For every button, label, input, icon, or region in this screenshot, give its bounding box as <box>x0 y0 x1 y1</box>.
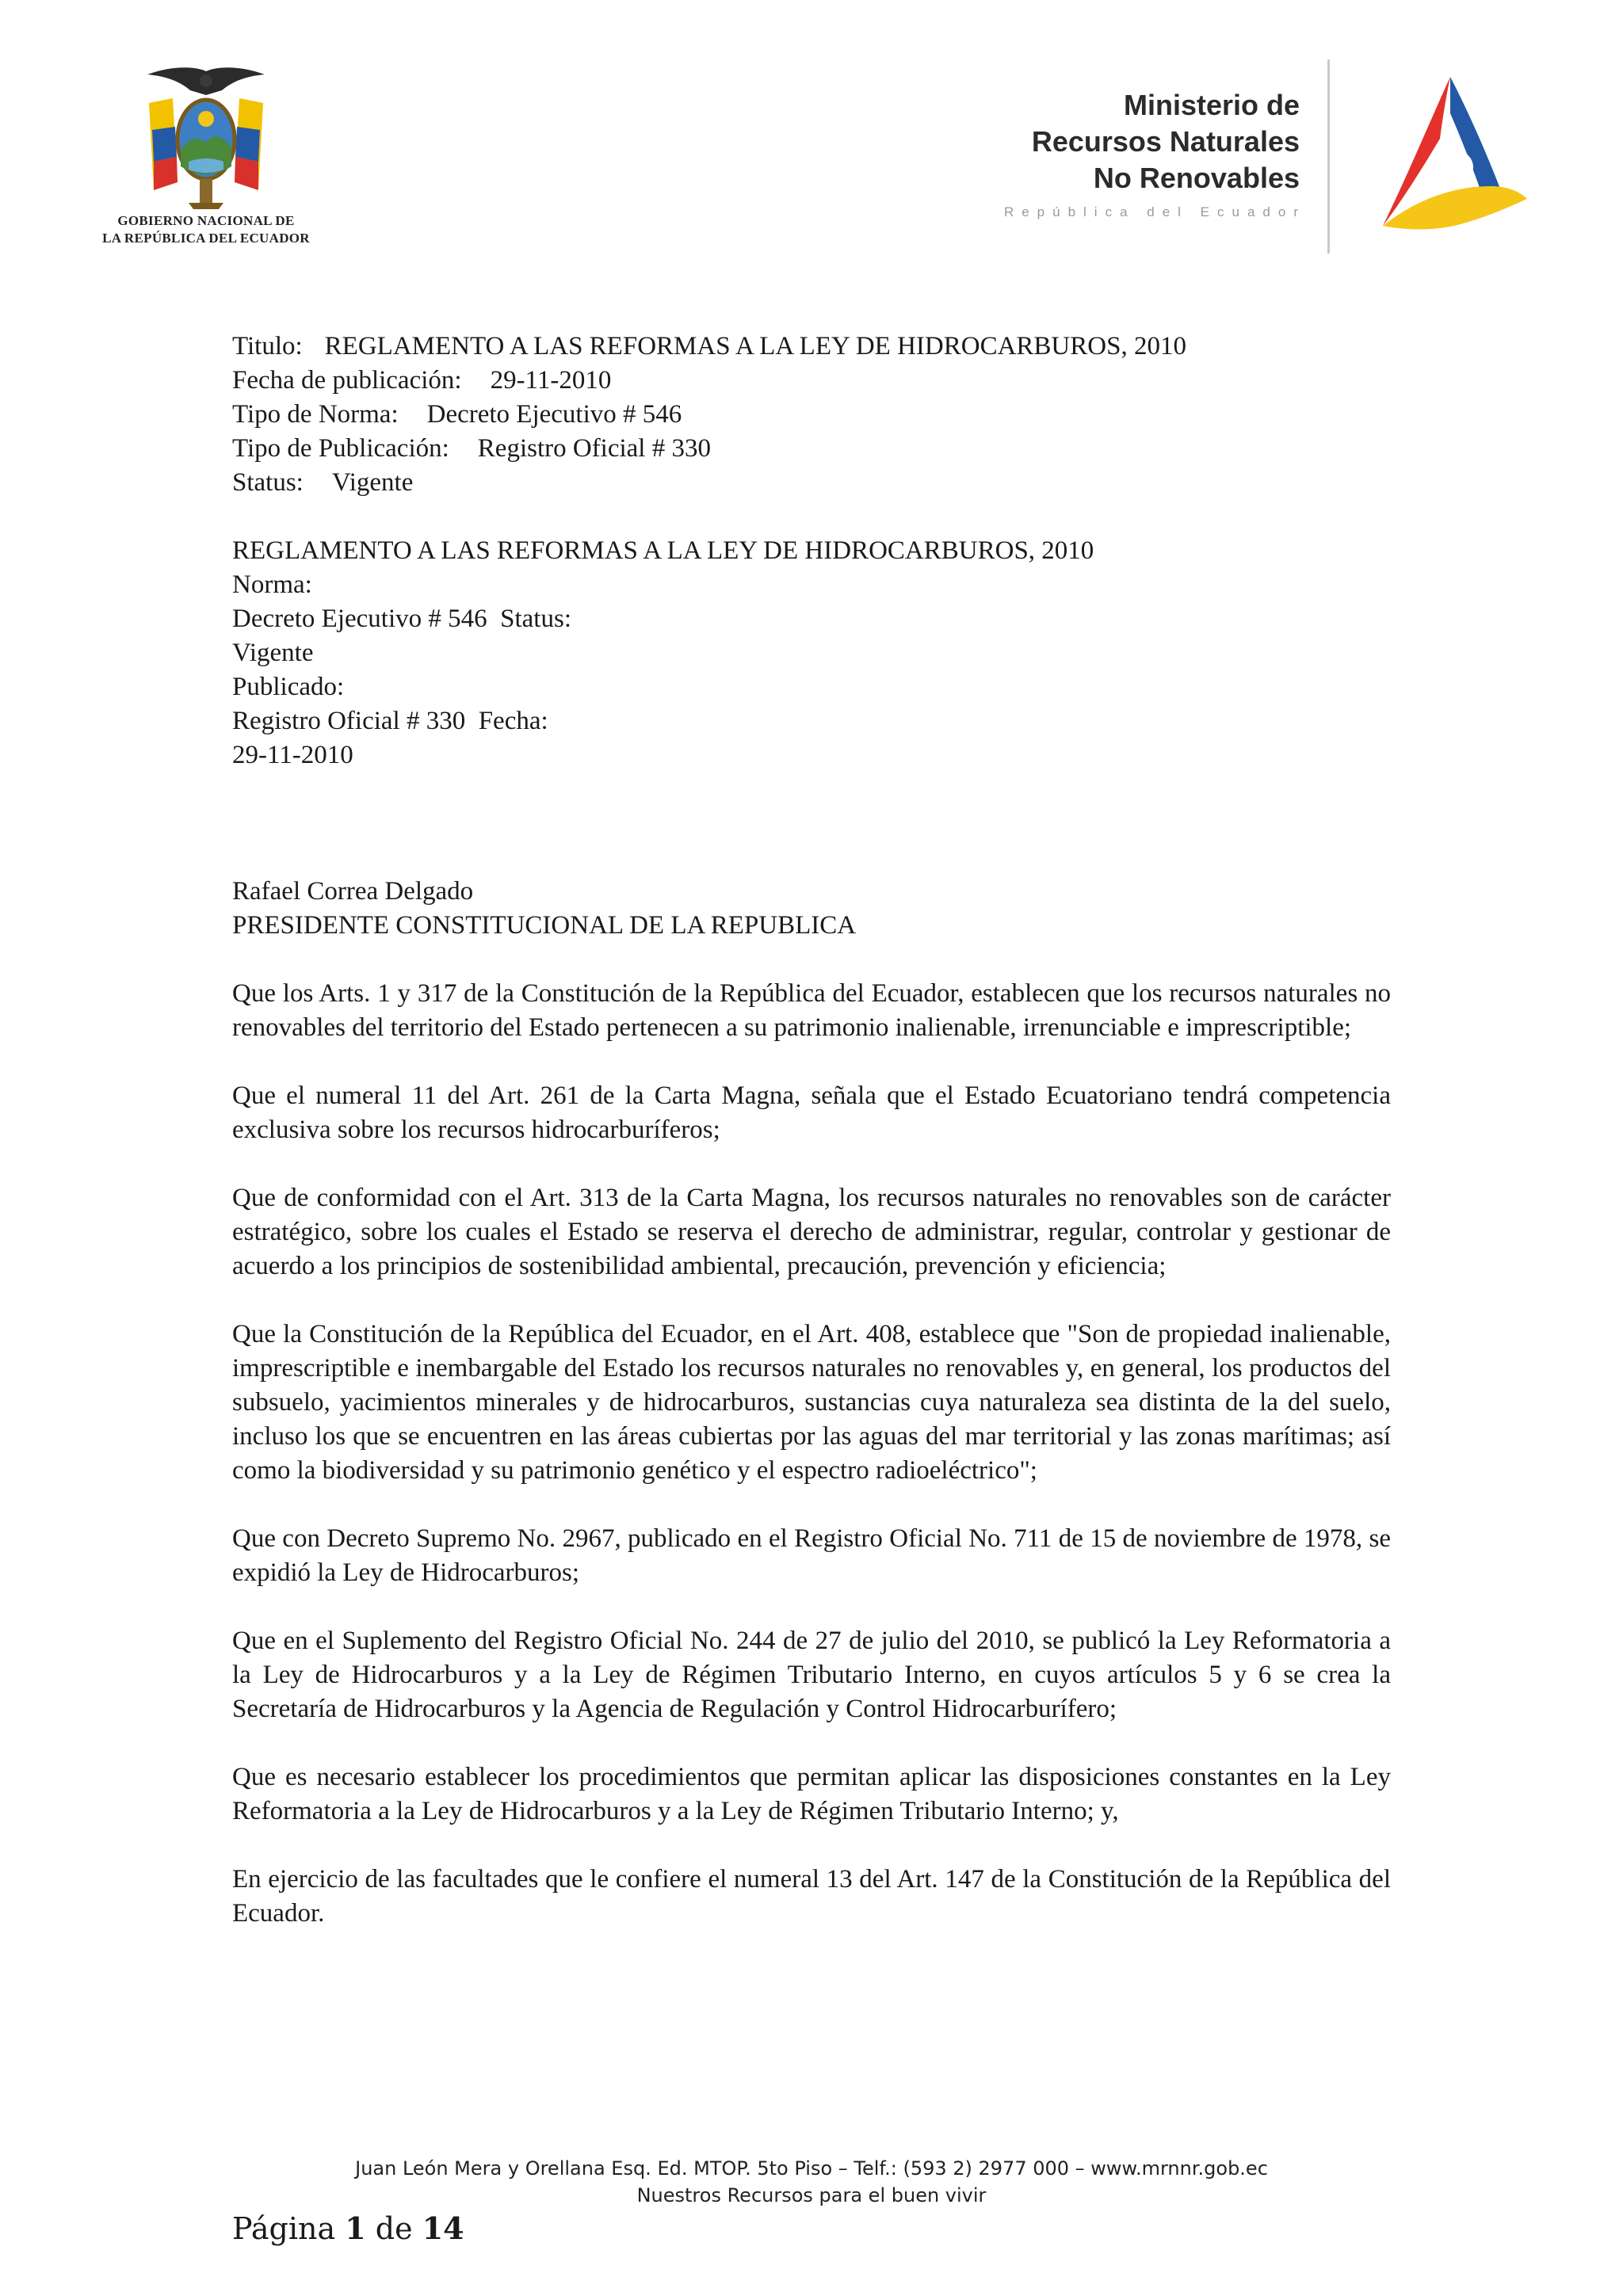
ministry-name-block <box>991 87 1306 220</box>
summary-line: Publicado: <box>232 673 345 701</box>
considerando-paragraph: Que con Decreto Supremo No. 2967, publicado en el Registro Oficial No. 711 de 15 de noviembre de 1978, se expidió la Ley de Hidrocarburos; <box>232 1524 1391 1587</box>
fecha-value: 29-11-2010 <box>490 366 612 395</box>
tipo-norma-label: Tipo de Norma: <box>232 400 399 429</box>
ministry-logo <box>1351 67 1541 254</box>
footer-slogan: Nuestros Recursos para el buen vivir <box>636 2184 987 2206</box>
page-word: Página <box>232 2211 336 2246</box>
summary-line: Registro Oficial # 330 Fecha: <box>232 707 548 735</box>
government-caption <box>79 212 333 247</box>
spacer <box>232 500 1391 534</box>
summary-line: Norma: <box>232 570 312 599</box>
titulo-value: REGLAMENTO A LAS REFORMAS A LA LEY DE HIDROCARBUROS, 2010 <box>324 332 1186 360</box>
page-number <box>232 2210 464 2246</box>
page-footer <box>0 2155 1623 2209</box>
summary-title: REGLAMENTO A LAS REFORMAS A LA LEY DE HIDROCARBUROS, 2010 <box>232 536 1094 565</box>
considerando-paragraph: Que de conformidad con el Art. 313 de la Carta Magna, los recursos naturales no renovables son de carácter estratégico, sobre los cuales el Estado se reserva el derecho de administrar, regular, controlar y gestionar de acuerdo a los principios de sostenibilidad ambiental, precaución, prevención y eficiencia; <box>232 1184 1391 1280</box>
titulo-label: Titulo: <box>232 332 303 360</box>
considerando-paragraph: Que los Arts. 1 y 317 de la Constitución de la República del Ecuador, establecen que los recursos naturales no renovables del territorio del Estado pertenecen a su patrimonio inalienable, irrenunciable e imprescriptible; <box>232 979 1391 1042</box>
page-current: 1 <box>345 2210 366 2246</box>
status-value: Vigente <box>331 468 414 497</box>
header-divider <box>1327 59 1330 254</box>
government-logo <box>79 63 333 254</box>
considerando-paragraph: Que en el Suplemento del Registro Oficial No. 244 de 27 de julio del 2010, se publicó la Ley Reformatoria a la Ley de Hidrocarburos y a la Ley de Régimen Tributario Interno, en cuyos artículos 5 y 6 se crea la Secretaría de Hidrocarburos y la Agencia de Regulación y Control Hidrocarburífero; <box>232 1627 1391 1723</box>
footer-address: Juan León Mera y Orellana Esq. Ed. MTOP. 5to Piso – Telf.: (593 2) 2977 000 – www.mrnnr.gob.ec <box>355 2157 1268 2180</box>
tipo-pub-value: Registro Oficial # 330 <box>477 434 711 463</box>
considerando-paragraph: Que es necesario establecer los procedimientos que permitan aplicar las disposiciones constantes en la Ley Reformatoria a la Ley de Hidrocarburos y a la Ley de Régimen Tributario Interno; y, <box>232 1763 1391 1825</box>
summary-line: 29-11-2010 <box>232 741 353 769</box>
gov-caption-line2: LA REPÚBLICA DEL ECUADOR <box>102 231 310 246</box>
fecha-label: Fecha de publicación: <box>232 366 462 395</box>
ministry-line1: Ministerio de <box>1123 89 1300 121</box>
signatory-name: Rafael Correa Delgado <box>232 877 474 906</box>
document-body <box>232 330 1391 1965</box>
considerando-paragraph: En ejercicio de las facultades que le confiere el numeral 13 del Art. 147 de la Constitución de la República del Ecuador. <box>232 1865 1391 1928</box>
ministry-line2: Recursos Naturales <box>1031 125 1300 158</box>
summary-line: Vigente <box>232 639 314 667</box>
gov-caption-line1: GOBIERNO NACIONAL DE <box>117 213 295 228</box>
spacer <box>232 772 1391 875</box>
tipo-norma-value: Decreto Ejecutivo # 546 <box>426 400 682 429</box>
status-meta-line <box>232 466 1391 500</box>
ministry-logo-icon <box>1351 67 1541 250</box>
coat-of-arms-icon <box>141 63 271 210</box>
tipo-norma-meta-line <box>232 398 1391 432</box>
summary-line: Decreto Ejecutivo # 546 Status: <box>232 605 571 633</box>
ministry-subtitle: República del Ecuador <box>1003 204 1306 219</box>
page-total: 14 <box>422 2210 464 2246</box>
page-of: de <box>375 2211 413 2246</box>
title-meta-line <box>232 330 1391 364</box>
status-label: Status: <box>232 468 304 497</box>
fecha-meta-line <box>232 364 1391 398</box>
considerando-paragraph: Que el numeral 11 del Art. 261 de la Carta Magna, señala que el Estado Ecuatoriano tendrá competencia exclusiva sobre los recursos hidrocarburíferos; <box>232 1081 1391 1144</box>
tipo-pub-label: Tipo de Publicación: <box>232 434 449 463</box>
considerando-paragraph: Que la Constitución de la República del Ecuador, en el Art. 408, establece que "Son de propiedad inalienable, imprescriptible e inembargable del Estado los recursos naturales no renovables y, en general, los productos del subsuelo, yacimientos minerales y de hidrocarburos, sustancias cuya naturaleza sea distinta de la del suelo, incluso los que se encuentren en las áreas cubiertas por las aguas del mar territorial y las zonas marítimas; así como la biodiversidad y su patrimonio genético y el espectro radioeléctrico"; <box>232 1320 1391 1485</box>
spacer <box>232 943 1391 977</box>
signatory-role: PRESIDENTE CONSTITUCIONAL DE LA REPUBLICA <box>232 911 857 940</box>
tipo-pub-meta-line <box>232 432 1391 466</box>
ministry-line3: No Renovables <box>1093 162 1300 194</box>
